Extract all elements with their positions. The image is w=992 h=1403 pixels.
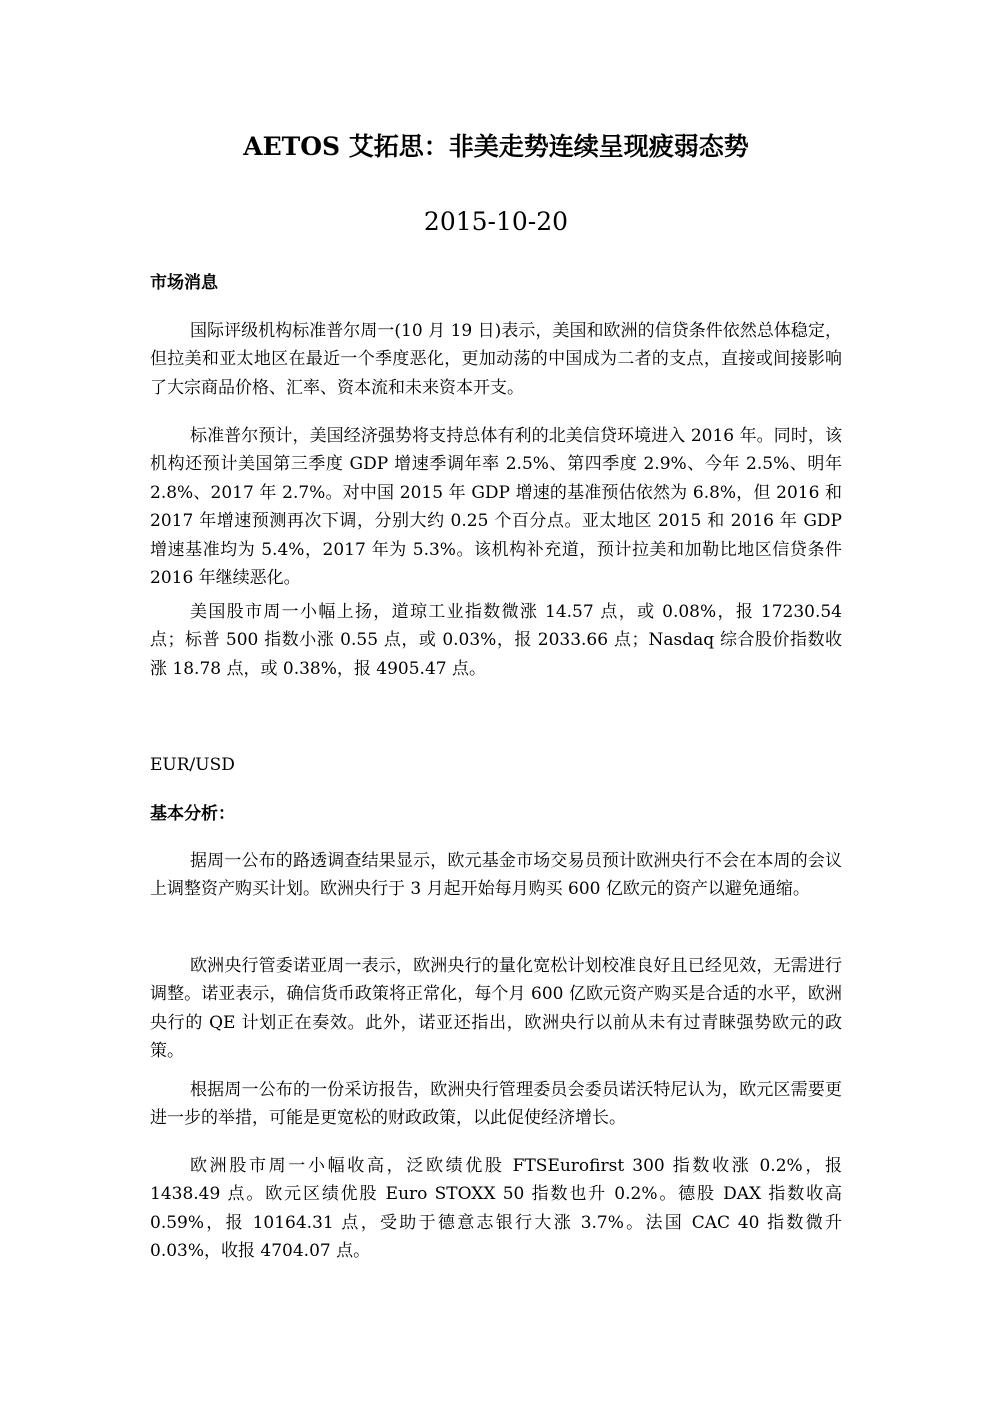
section-heading-market-news: 市场消息	[150, 273, 218, 293]
paragraph: 国际评级机构标准普尔周一(10 月 19 日)表示，美国和欧洲的信贷条件依然总体稳定，但拉美和亚太地区在最近一个季度恶化，更加动荡的中国成为二者的支点，直接或间接影响了大宗商品价格、汇率、资本流和未来资本开支。	[150, 321, 842, 398]
paragraph: 根据周一公布的一份采访报告，欧洲央行管理委员会委员诺沃特尼认为，欧元区需要更进一步的举措，可能是更宽松的财政政策，以此促使经济增长。	[150, 1080, 842, 1129]
section-heading-fundamental-analysis: 基本分析：	[150, 804, 235, 824]
document-date: 2015-10-20	[423, 207, 569, 236]
paragraph: 据周一公布的路透调查结果显示，欧元基金市场交易员预计欧洲央行不会在本周的会议上调整资产购买计划。欧洲央行于 3 月起开始每月购买 600 亿欧元的资产以避免通缩。	[150, 851, 842, 900]
paragraph: 美国股市周一小幅上扬，道琼工业指数微涨 14.57 点，或 0.08%，报 17230.54 点；标普 500 指数小涨 0.55 点，或 0.03%，报 2033.66 点；Nasdaq 综合股价指数收涨 18.78 点，或 0.38%，报 4905.47 点。	[150, 602, 842, 679]
currency-pair-label: EUR/USD	[150, 755, 235, 775]
paragraph: 标准普尔预计，美国经济强势将支持总体有利的北美信贷环境进入 2016 年。同时，该机构还预计美国第三季度 GDP 增速季调年率 2.5%、第四季度 2.9%、今年 2.5%、明年 2.8%、2017 年 2.7%。对中国 2015 年 GDP 增速的基准预估依然为 6.8%，但 2016 和 2017 年增速预测再次下调，分别大约 0.25 个百分点。亚太地区 2015 和 2016 年 GDP 增速基准均为 5.4%，2017 年为 5.3%。该机构补充道，预计拉美和加勒比地区信贷条件 2016 年继续恶化。	[150, 426, 842, 589]
document-title: AETOS 艾拓思：非美走势连续呈现疲弱态势	[243, 132, 749, 161]
paragraph: 欧洲股市周一小幅收高，泛欧绩优股 FTSEurofirst 300 指数收涨 0.2%，报 1438.49 点。欧元区绩优股 Euro STOXX 50 指数也升 0.2%。德股 DAX 指数收高 0.59%，报 10164.31 点，受助于德意志银行大涨 3.7%。法国 CAC 40 指数微升 0.03%，收报 4704.07 点。	[150, 1156, 842, 1262]
paragraph: 欧洲央行管委诺亚周一表示，欧洲央行的量化宽松计划校准良好且已经见效，无需进行调整。诺亚表示，确信货币政策将正常化，每个月 600 亿欧元资产购买是合适的水平，欧洲央行的 QE 计划正在奏效。此外，诺亚还指出，欧洲央行以前从未有过青睐强势欧元的政策。	[150, 956, 842, 1062]
